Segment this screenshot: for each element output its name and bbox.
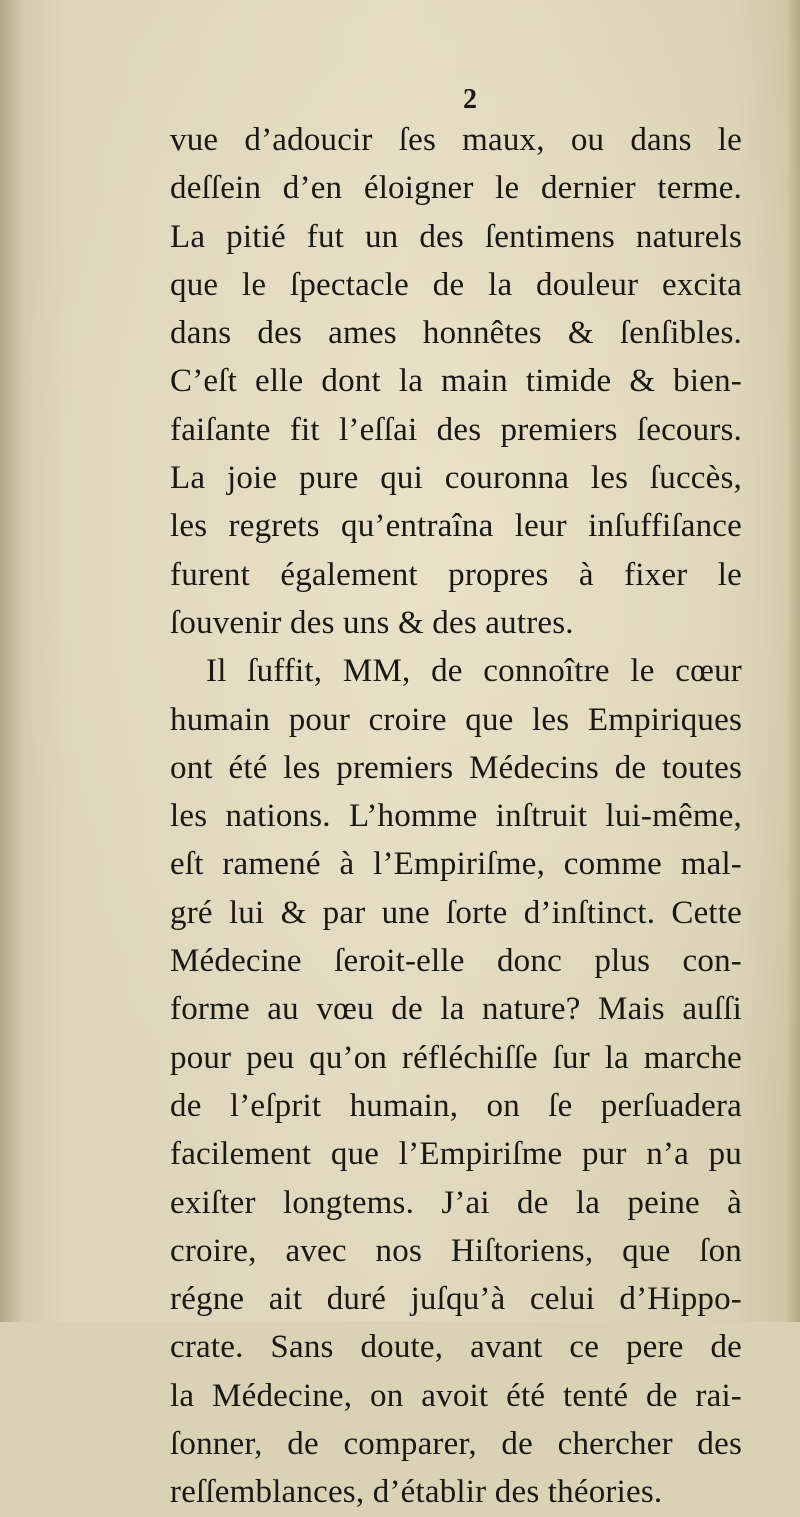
text-line: pour peu qu’on réfléchiſſe ſur la marche (170, 1039, 742, 1076)
text-line: exiſter longtems. J’ai de la peine à (170, 1184, 742, 1221)
text-line: ont été les premiers Médecins de toutes (170, 749, 742, 786)
page-number: 2 (463, 84, 477, 115)
text-line: C’eſt elle dont la main timide & bien- (170, 363, 742, 400)
text-line: forme au vœu de la nature? Mais auſſi (170, 991, 742, 1028)
text-line: deſſein d’en éloigner le dernier terme. (170, 170, 742, 207)
body-text (170, 116, 742, 1517)
text-line: humain pour croire que les Empiriques (170, 701, 742, 738)
paragraph-end-line: ſouvenir des uns & des autres. (170, 604, 574, 641)
text-line: la Médecine, on avoit été tenté de rai- (170, 1377, 742, 1414)
text-line: que le ſpectacle de la douleur excita (170, 266, 742, 303)
page-edge (786, 0, 800, 1322)
paragraph-start-line: Il ſuffit, MM, de connoître le cœur (206, 653, 742, 690)
text-line: vue d’adoucir ſes maux, ou dans le (170, 122, 742, 158)
text-line: croire, avec nos Hiſtoriens, que ſon (170, 1232, 742, 1269)
text-line: La pitié fut un des ſentimens naturels (170, 218, 742, 255)
text-line: les nations. L’homme inſtruit lui-même, (170, 798, 742, 835)
text-line: La joie pure qui couronna les ſuccès, (170, 460, 742, 497)
text-line: dans des ames honnêtes & ſenſibles. (170, 315, 742, 352)
paragraph-end-line: reſſemblances, d’établir des théories. (170, 1474, 663, 1511)
text-line: régne ait duré juſqu’à celui d’Hippo- (170, 1281, 742, 1318)
text-line: faiſante fit l’eſſai des premiers ſecours. (170, 411, 742, 448)
text-line: eſt ramené à l’Empiriſme, comme mal- (170, 846, 742, 883)
text-line: furent également propres à fixer le (170, 556, 742, 593)
text-line: Médecine ſeroit-elle donc plus con- (170, 943, 742, 980)
text-line: les regrets qu’entraîna leur inſuffiſance (170, 508, 742, 545)
text-line: ſonner, de comparer, de chercher des (170, 1426, 742, 1463)
gutter-shadow (0, 0, 24, 1322)
text-line: facilement que l’Empiriſme pur n’a pu (170, 1136, 742, 1173)
text-line: de l’eſprit humain, on ſe perſuadera (170, 1087, 742, 1124)
text-line: gré lui & par une ſorte d’inſtinct. Cette (170, 894, 742, 931)
text-line: crate. Sans doute, avant ce pere de (170, 1329, 742, 1366)
